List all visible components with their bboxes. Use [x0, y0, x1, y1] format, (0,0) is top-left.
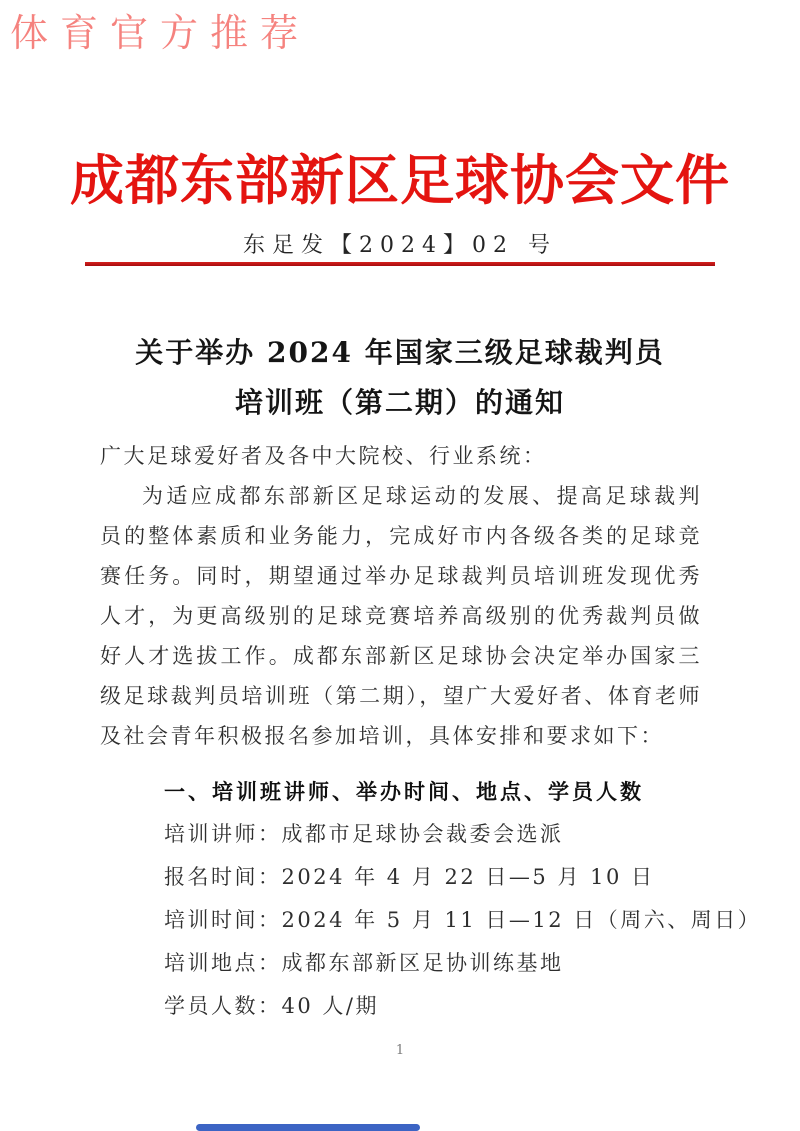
list-item: 培训地点：成都东部新区足协训练基地 [164, 951, 564, 975]
section-1-heading: 一、培训班讲师、举办时间、地点、学员人数 [164, 779, 644, 804]
notice-title-line1: 关于举办 2024 年国家三级足球裁判员 [135, 336, 665, 369]
list-item: 培训讲师：成都市足球协会裁委会选派 [164, 822, 564, 846]
section-1 [100, 770, 762, 1028]
list-item: 报名时间：2024 年 4 月 22 日—5 月 10 日 [164, 865, 655, 889]
document-body [100, 436, 762, 1028]
list-item: 学员人数：40 人/期 [164, 994, 379, 1018]
notice-title-line2: 培训班（第二期）的通知 [234, 386, 565, 419]
intro-paragraph: 为适应成都东部新区足球运动的发展、提高足球裁判员的整体素质和业务能力，完成好市内各级各类的足球竞赛任务。同时，期望通过举办足球裁判员培训班发现优秀人才，为更高级别的足球竞赛培养高级别的优秀裁判员做好人才选拔工作。成都东部新区足球协会决定举办国家三级足球裁判员培训班（第二期），望广大爱好者、体育老师及社会青年积极报名参加培训，具体安排和要求如下： [100, 484, 702, 748]
page-number: 1 [395, 1043, 405, 1058]
org-title: 成都东部新区足球协会文件 [70, 148, 730, 212]
watermark-text: 体育官方推荐 [10, 11, 311, 55]
red-divider-line [85, 262, 715, 266]
notice-title [0, 328, 800, 428]
bottom-indicator-bar [196, 1124, 420, 1131]
list-item: 培训时间：2024 年 5 月 11 日—12 日（周六、周日） [164, 908, 762, 932]
salutation-line: 广大足球爱好者及各中大院校、行业系统： [100, 444, 547, 468]
document-number: 东足发【2024】02 号 [243, 233, 557, 258]
